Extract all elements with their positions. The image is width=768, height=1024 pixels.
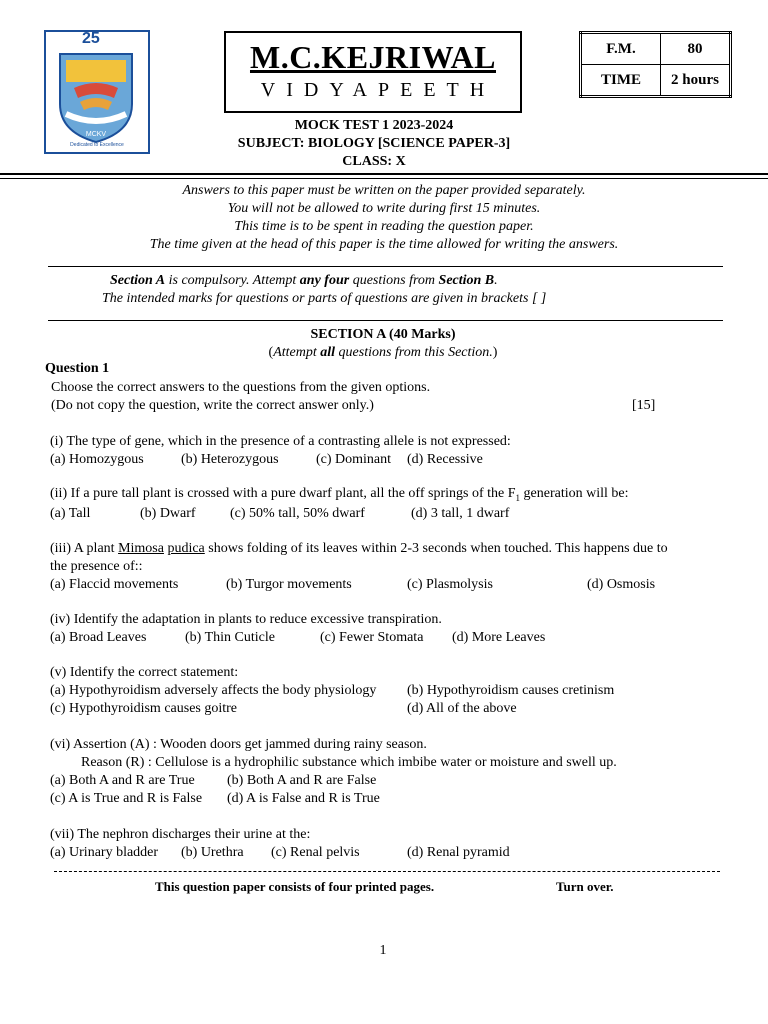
question-iii: (iii) A plant Mimosa pudica shows folding of its leaves within 2-3 seconds when touched. This happens due to — [50, 541, 668, 556]
option-i-a: (a) Homozygous — [50, 452, 144, 467]
question-vi-reason: Reason (R) : Cellulose is a hydrophilic substance which imbibe water or moisture and swell up. — [81, 755, 617, 770]
header-divider — [0, 173, 768, 179]
section-compulsory-note: Section A is compulsory. Attempt any four questions from Section B. — [110, 273, 498, 288]
school-subtitle: VIDYAPEETH — [260, 79, 496, 101]
turn-over-note: Turn over. — [556, 879, 614, 894]
class-line: CLASS: X — [342, 154, 406, 169]
question-ii: (ii) If a pure tall plant is crossed with a pure dwarf plant, all the off springs of the $F_1$ generation will be: — [50, 486, 629, 503]
question-1-title: Question 1 — [45, 361, 110, 376]
option-vii-b: (b) Urethra — [181, 845, 244, 860]
option-v-c: (c) Hypothyroidism causes goitre — [50, 701, 238, 716]
question-iv: (iv) Identify the adaptation in plants to reduce excessive transpiration. — [50, 612, 442, 627]
option-vi-d: (d) A is False and R is True — [227, 791, 380, 806]
table-row — [581, 65, 731, 97]
school-title-box — [224, 31, 522, 113]
instruction-line: Answers to this paper must be written on the paper provided separately. — [182, 183, 586, 198]
time-label: TIME — [581, 65, 661, 97]
option-vi-b: (b) Both A and R are False — [227, 773, 377, 788]
section-a-title: SECTION A (40 Marks) — [310, 327, 456, 342]
time-value: 2 hours — [661, 65, 731, 97]
divider-line — [48, 320, 723, 321]
option-v-a: (a) Hypothyroidism adversely affects the body physiology — [50, 683, 377, 698]
section-a-note: (Attempt all questions from this Section.) — [268, 345, 498, 360]
marks-note: The intended marks for questions or parts of questions are given in brackets [ ] — [102, 291, 547, 306]
fm-value: 80 — [661, 33, 731, 65]
option-i-b: (b) Heterozygous — [181, 452, 279, 467]
fm-label: F.M. — [581, 33, 661, 65]
instruction-line: This time is to be spent in reading the question paper. — [234, 219, 534, 234]
option-iv-b: (b) Thin Cuticle — [185, 630, 275, 645]
option-iv-d: (d) More Leaves — [452, 630, 546, 645]
option-v-d: (d) All of the above — [407, 701, 517, 716]
option-vii-d: (d) Renal pyramid — [407, 845, 510, 860]
option-ii-b: (b) Dwarf — [140, 506, 196, 521]
option-ii-c: (c) 50% tall, 50% dwarf — [230, 506, 365, 521]
option-vi-c: (c) A is True and R is False — [50, 791, 203, 806]
subject-line: SUBJECT: BIOLOGY [SCIENCE PAPER-3] — [237, 136, 511, 151]
marks-time-table — [579, 31, 732, 98]
page-number: 1 — [379, 943, 387, 958]
option-iii-a: (a) Flaccid movements — [50, 577, 179, 592]
option-ii-d: (d) 3 tall, 1 dwarf — [411, 506, 510, 521]
option-iv-c: (c) Fewer Stomata — [320, 630, 424, 645]
instruction-line: The time given at the head of this paper is the time allowed for writing the answers. — [149, 237, 619, 252]
question-1-marks: [15] — [632, 398, 656, 413]
logo-motto: Dedicated to Excellence — [70, 142, 124, 148]
logo-anniversary-number: 25 — [82, 30, 100, 47]
instruction-line: You will not be allowed to write during first 15 minutes. — [227, 201, 541, 216]
exam-name: MOCK TEST 1 2023-2024 — [294, 118, 454, 133]
footer-dashed-divider — [54, 871, 720, 872]
divider-line — [48, 266, 723, 267]
question-1-instruction: Choose the correct answers to the questions from the given options. — [51, 380, 431, 395]
pages-note: This question paper consists of four printed pages. — [155, 879, 435, 894]
table-row — [581, 33, 731, 65]
option-v-b: (b) Hypothyroidism causes cretinism — [407, 683, 615, 698]
option-ii-a: (a) Tall — [50, 506, 91, 521]
question-vi-assertion: (vi) Assertion (A) : Wooden doors get jammed during rainy season. — [50, 737, 427, 752]
option-iv-a: (a) Broad Leaves — [50, 630, 147, 645]
option-iii-c: (c) Plasmolysis — [407, 577, 493, 592]
question-1-note: (Do not copy the question, write the correct answer only.) — [51, 398, 374, 413]
question-iii-continued: the presence of:: — [50, 559, 143, 574]
option-vii-a: (a) Urinary bladder — [50, 845, 159, 860]
option-vii-c: (c) Renal pelvis — [271, 845, 360, 860]
option-i-d: (d) Recessive — [407, 452, 483, 467]
option-vi-a: (a) Both A and R are True — [50, 773, 195, 788]
school-name: M.C.KEJRIWAL — [249, 39, 496, 75]
crest-text: MCKV — [85, 131, 107, 138]
question-v: (v) Identify the correct statement: — [50, 665, 239, 680]
question-i: (i) The type of gene, which in the presence of a contrasting allele is not expressed: — [50, 434, 511, 449]
option-i-c: (c) Dominant — [316, 452, 392, 467]
option-iii-d: (d) Osmosis — [587, 577, 656, 592]
option-iii-b: (b) Turgor movements — [226, 577, 352, 592]
question-vii: (vii) The nephron discharges their urine at the: — [50, 827, 311, 842]
